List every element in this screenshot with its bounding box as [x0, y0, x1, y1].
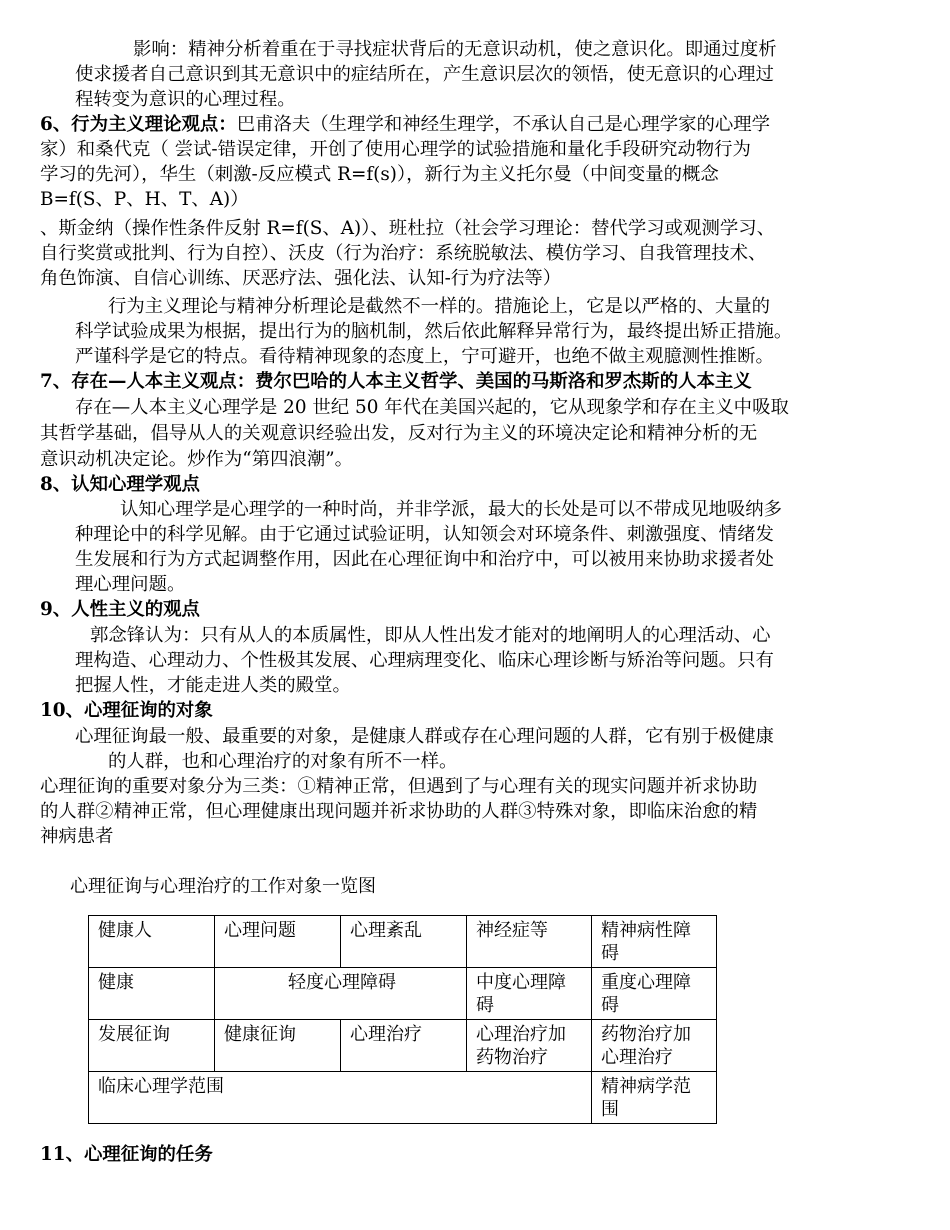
section-6-line-1 [40, 113, 770, 137]
section-8-line-2: 种理论中的科学见解。由于它通过试验证明，认知领会对环境条件、刺激强度、情绪发 [75, 524, 774, 545]
section-6-heading: 6、行为主义理论观点： [40, 114, 237, 135]
section-6-para2-line-1: 行为主义理论与精神分析理论是截然不一样的。措施论上，它是以严格的、大量的 [108, 296, 771, 317]
cell-line: 药物治疗加 [601, 1024, 691, 1045]
table-cell: 健康人 [89, 916, 215, 968]
section-6-line-3: 学习的先河），华生（刺激-反应模式 R=f(s)），新行为主义托尔曼（中间变量的概念 [40, 164, 719, 185]
table-row [89, 1020, 717, 1072]
section-10-heading: 10、心理征询的对象 [40, 700, 213, 721]
section-7-line-2: 其哲学基础，倡导从人的关观意识经验出发，反对行为主义的环境决定论和精神分析的无 [40, 423, 758, 444]
table-row [89, 968, 717, 1020]
table-cell: 轻度心理障碍 [215, 968, 467, 1020]
cell-line: 中度心理障 [476, 972, 566, 993]
section-6-line-6: 自行奖赏或批判、行为自控）、沃皮（行为治疗：系统脱敏法、模仿学习、自我管理技术、 [40, 243, 767, 264]
table-cell: 神经症等 [467, 916, 592, 968]
cell-line: 碍 [476, 995, 494, 1016]
section-9-line-3: 把握人性，才能走进人类的殿堂。 [75, 675, 351, 696]
table-cell: 发展征询 [89, 1020, 215, 1072]
cell-line: 围 [601, 1099, 619, 1120]
table-cell [467, 968, 592, 1020]
cell-line: 心理治疗加 [476, 1024, 566, 1045]
para-influence-line-2: 使求援者自己意识到其无意识中的症结所在，产生意识层次的领悟，使无意识的心理过 [75, 64, 774, 85]
section-6-para2-line-3: 严谨科学是它的特点。看待精神现象的态度上，宁可避开，也绝不做主观臆测性推断。 [75, 346, 774, 367]
section-8-heading: 8、认知心理学观点 [40, 474, 200, 495]
section-6-text: 巴甫洛夫（生理学和神经生理学，不承认自己是心理学家的心理学 [236, 114, 771, 135]
table-cell [592, 916, 717, 968]
section-7-heading: 7、存在—人本主义观点：费尔巴哈的人本主义哲学、美国的马斯洛和罗杰斯的人本主义 [40, 371, 752, 392]
table-cell: 临床心理学范围 [89, 1072, 592, 1124]
table-cell: 心理问题 [215, 916, 341, 968]
table-cell: 心理紊乱 [341, 916, 467, 968]
section-11-heading: 11、心理征询的任务 [40, 1144, 213, 1165]
section-8-line-4: 理心理问题。 [75, 574, 186, 595]
section-9-line-2: 理构造、心理动力、个性极其发展、心理病理变化、临床心理诊断与矫治等问题。只有 [75, 650, 774, 671]
work-object-table [88, 915, 717, 1124]
table-cell [592, 1020, 717, 1072]
section-6-line-2: 家）和桑代克（ 尝试-错误定律，开创了使用心理学的试验措施和量化手段研究动物行为 [40, 139, 751, 160]
section-6-para2-line-2: 科学试验成果为根据，提出行为的脑机制，然后依此解释异常行为，最终提出矫正措施。 [75, 321, 793, 342]
table-cell: 健康 [89, 968, 215, 1020]
table-row [89, 916, 717, 968]
section-10-para2-line-3: 神病患者 [40, 826, 114, 847]
cell-line: 药物治疗 [476, 1047, 548, 1068]
table-row [89, 1072, 717, 1124]
para-influence-line-3: 程转变为意识的心理过程。 [75, 89, 296, 110]
section-10-line-2: 的人群，也和心理治疗的对象有所不一样。 [108, 751, 458, 772]
cell-line: 心理治疗 [601, 1047, 673, 1068]
cell-line: 精神病性障 [601, 920, 691, 941]
cell-line: 精神病学范 [601, 1076, 691, 1097]
table-cell [467, 1020, 592, 1072]
section-9-line-1: 郭念锋认为：只有从人的本质属性，即从人性出发才能对的地阐明人的心理活动、心 [90, 625, 771, 646]
para-influence-line-1: 影响：精神分析着重在于寻找症状背后的无意识动机，使之意识化。即通过度析 [133, 39, 777, 60]
section-9-heading: 9、人性主义的观点 [40, 599, 200, 620]
section-6-line-7: 角色饰演、自信心训练、厌恶疗法、强化法、认知-行为疗法等） [40, 268, 562, 289]
section-6-line-4: B=f(S、P、H、T、A)） [40, 189, 249, 210]
table-cell: 心理治疗 [341, 1020, 467, 1072]
section-6-line-5: 、斯金纳（操作性条件反射 R=f(S、A)）、班杜拉（社会学习理论：替代学习或观测学习、 [40, 218, 776, 239]
section-7-line-3: 意识动机决定论。炒作为“第四浪潮”。 [40, 449, 354, 470]
section-10-para2-line-2: 的人群②精神正常，但心理健康出现问题并祈求协助的人群③特殊对象，即临床治愈的精 [40, 801, 758, 822]
table-caption: 心理征询与心理治疗的工作对象一览图 [70, 876, 376, 897]
section-10-para2-line-1: 心理征询的重要对象分为三类：①精神正常，但遇到了与心理有关的现实问题并祈求协助 [40, 776, 758, 797]
table-cell: 健康征询 [215, 1020, 341, 1072]
cell-line: 碍 [601, 995, 619, 1016]
table-cell [592, 1072, 717, 1124]
table-cell [592, 968, 717, 1020]
cell-line: 重度心理障 [601, 972, 691, 993]
section-10-line-1: 心理征询最一般、最重要的对象，是健康人群或存在心理问题的人群，它有别于极健康 [75, 726, 774, 747]
section-8-line-1: 认知心理学是心理学的一种时尚，并非学派，最大的长处是可以不带成见地吸纳多 [120, 499, 783, 520]
cell-line: 碍 [601, 943, 619, 964]
section-7-line-1: 存在—人本主义心理学是 20 世纪 50 年代在美国兴起的，它从现象学和存在主义中吸取 [75, 397, 789, 418]
section-8-line-3: 生发展和行为方式起调整作用，因此在心理征询中和治疗中，可以被用来协助求援者处 [75, 549, 774, 570]
